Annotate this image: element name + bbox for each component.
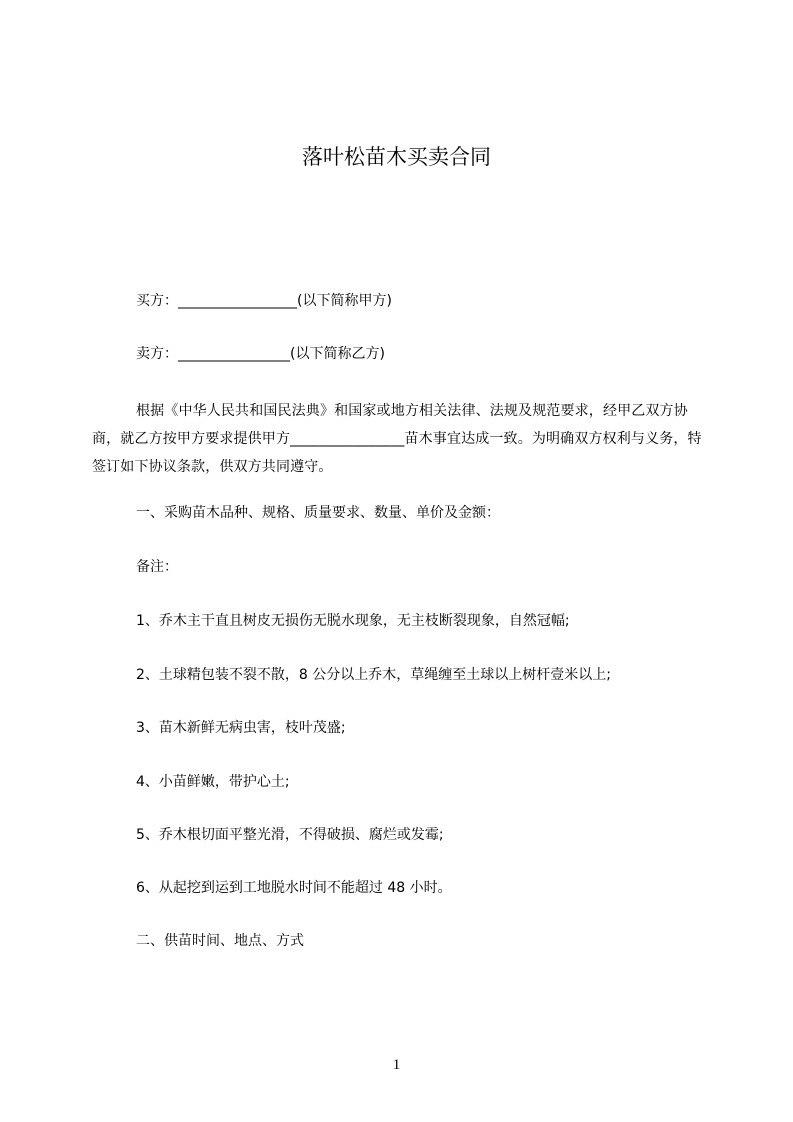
section-1-heading: 一、采购苗木品种、规格、质量要求、数量、单价及金额： [136,505,500,521]
section-2-heading: 二、供苗时间、地点、方式 [136,933,304,949]
remarks-label: 备注： [136,559,178,575]
remark-item: 3、苗木新鲜无病虫害，枝叶茂盛; [136,720,346,736]
seller-line: 卖方：________________(以下简称乙方) [136,346,385,362]
buyer-line: 买方：_________________(以下简称甲方) [136,293,392,309]
remark-item: 4、小苗鲜嫩，带护心土; [136,774,290,790]
page-number: 1 [392,1057,401,1073]
intro-paragraph: 根据《中华人民共和国民法典》和国家或地方相关法律、法规及规范要求，经甲乙双方协商，就乙方按甲方要求提供甲方________________苗木事宜达成一致。为明确双方权利与义务，特签订如下协议条款，供双方共同遵守。 [92,403,702,475]
remark-item: 5、乔木根切面平整光滑，不得破损、腐烂或发霉; [136,827,444,843]
remark-item: 6、从起挖到运到工地脱水时间不能超过 48 小时。 [136,880,452,896]
remark-item: 2、土球精包装不裂不散，8 公分以上乔木，草绳缠至土球以上树杆壹米以上; [136,667,611,683]
document-title: 落叶松苗木买卖合同 [302,145,491,169]
remark-item: 1、乔木主干直且树皮无损伤无脱水现象，无主枝断裂现象，自然冠幅; [136,613,570,629]
